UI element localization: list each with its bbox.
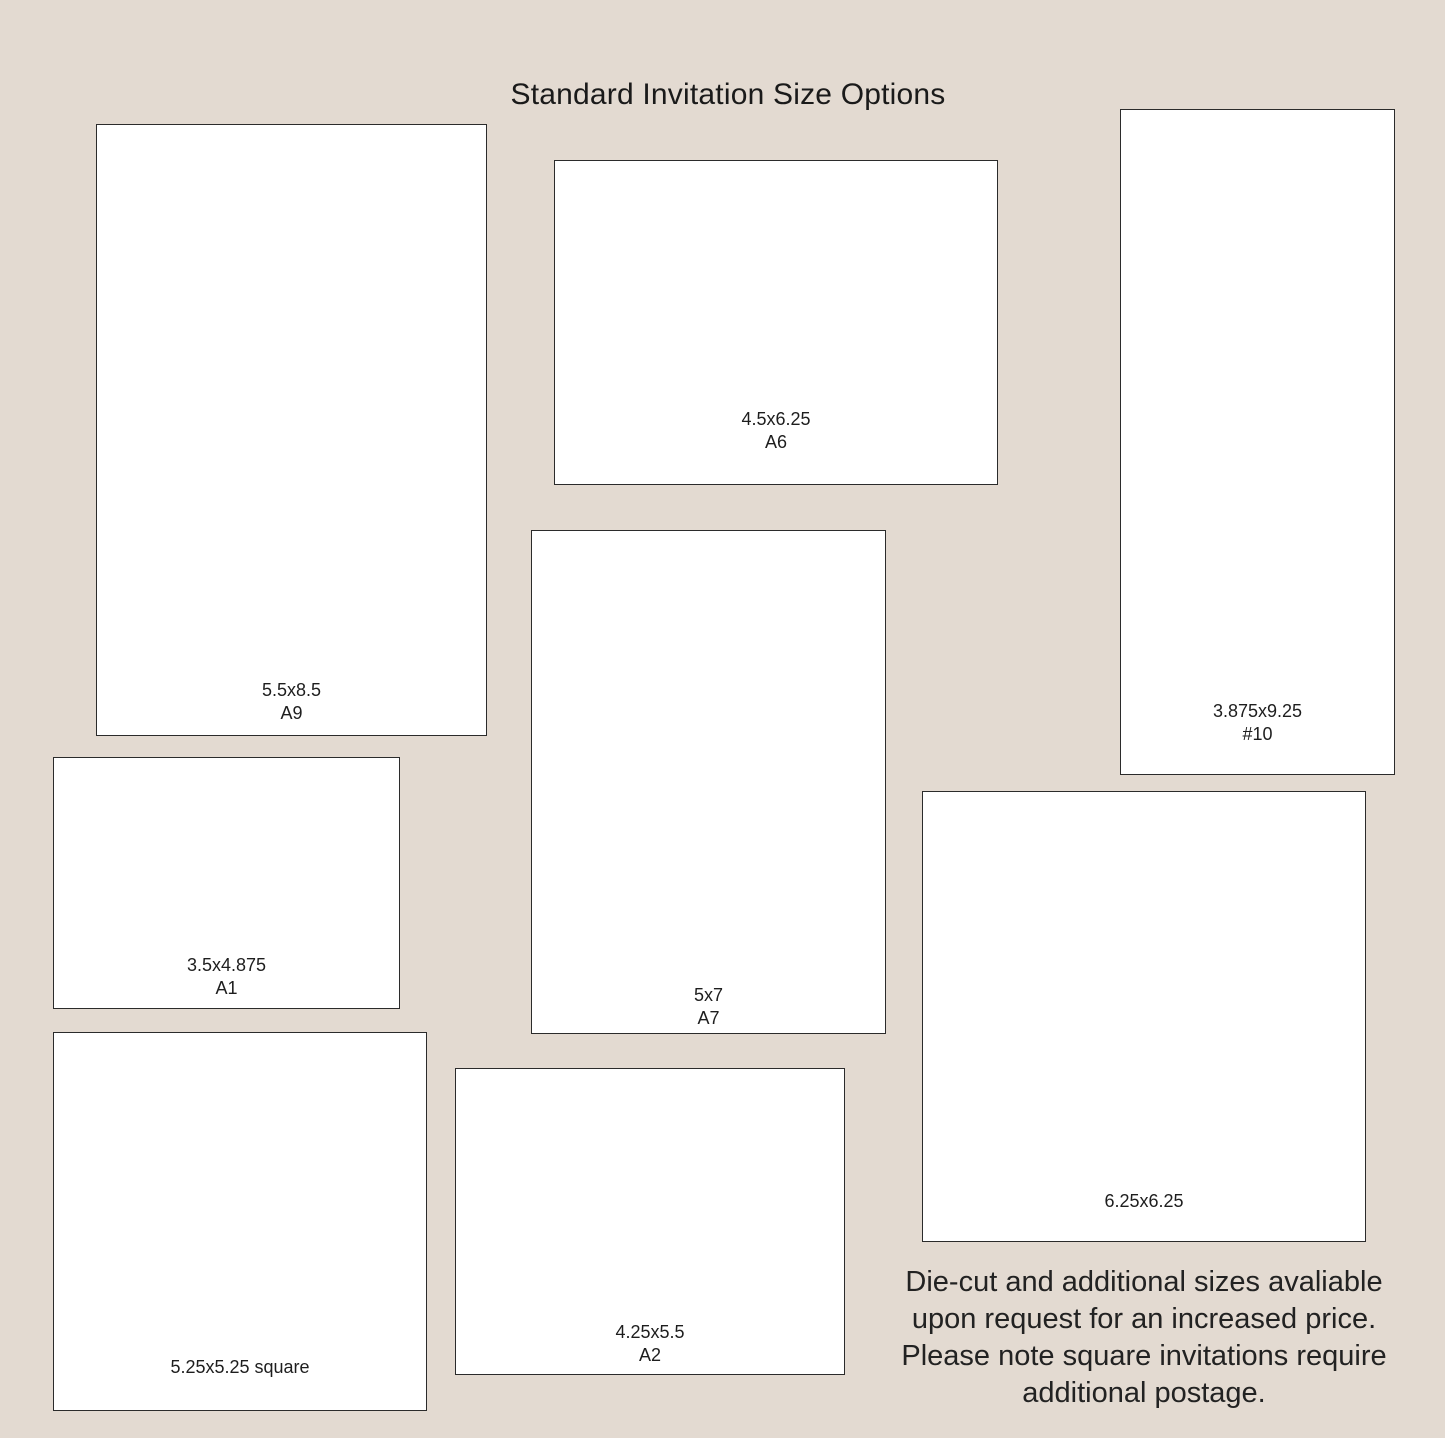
- note-line: upon request for an increased price.: [911, 1303, 1377, 1335]
- card-label: [532, 984, 885, 1030]
- card-size: 3.875x9.25: [1212, 701, 1303, 721]
- note-line: Die-cut and additional sizes avaliable: [905, 1266, 1383, 1298]
- availability-note: [868, 1264, 1420, 1412]
- card-size: 4.25x5.5: [615, 1322, 685, 1342]
- card-size: 5.5x8.5: [261, 680, 322, 700]
- card-label: [54, 954, 399, 1000]
- card-size: 4.5x6.25: [741, 409, 811, 429]
- note-line: additional postage.: [1022, 1377, 1266, 1409]
- card-square-6-25: [922, 791, 1366, 1242]
- card-size: 6.25x6.25: [1104, 1191, 1184, 1211]
- page-title: Standard Invitation Size Options: [510, 78, 946, 111]
- card-name: A7: [697, 1008, 720, 1028]
- card-a1: [53, 757, 400, 1009]
- card-label: [923, 1190, 1365, 1213]
- card-name: #10: [1242, 724, 1273, 744]
- card-name: A6: [764, 432, 788, 452]
- card-name: A9: [280, 703, 303, 723]
- card-a2: [455, 1068, 845, 1375]
- card-a6: [554, 160, 998, 485]
- card-label: [54, 1356, 426, 1379]
- card-a7: [531, 530, 886, 1034]
- note-line: Please note square invitations require: [901, 1340, 1387, 1372]
- card-label: [456, 1321, 844, 1367]
- card-name: A2: [638, 1345, 662, 1365]
- card-number-10: [1120, 109, 1395, 775]
- card-name: A1: [215, 978, 238, 998]
- card-label: [555, 408, 997, 454]
- card-square-5-25: [53, 1032, 427, 1411]
- card-a9: [96, 124, 487, 736]
- card-label: [97, 679, 486, 725]
- card-size: 3.5x4.875: [186, 955, 267, 975]
- card-size: 5x7: [693, 985, 724, 1005]
- card-label: [1121, 700, 1394, 746]
- card-size: 5.25x5.25 square: [170, 1357, 310, 1377]
